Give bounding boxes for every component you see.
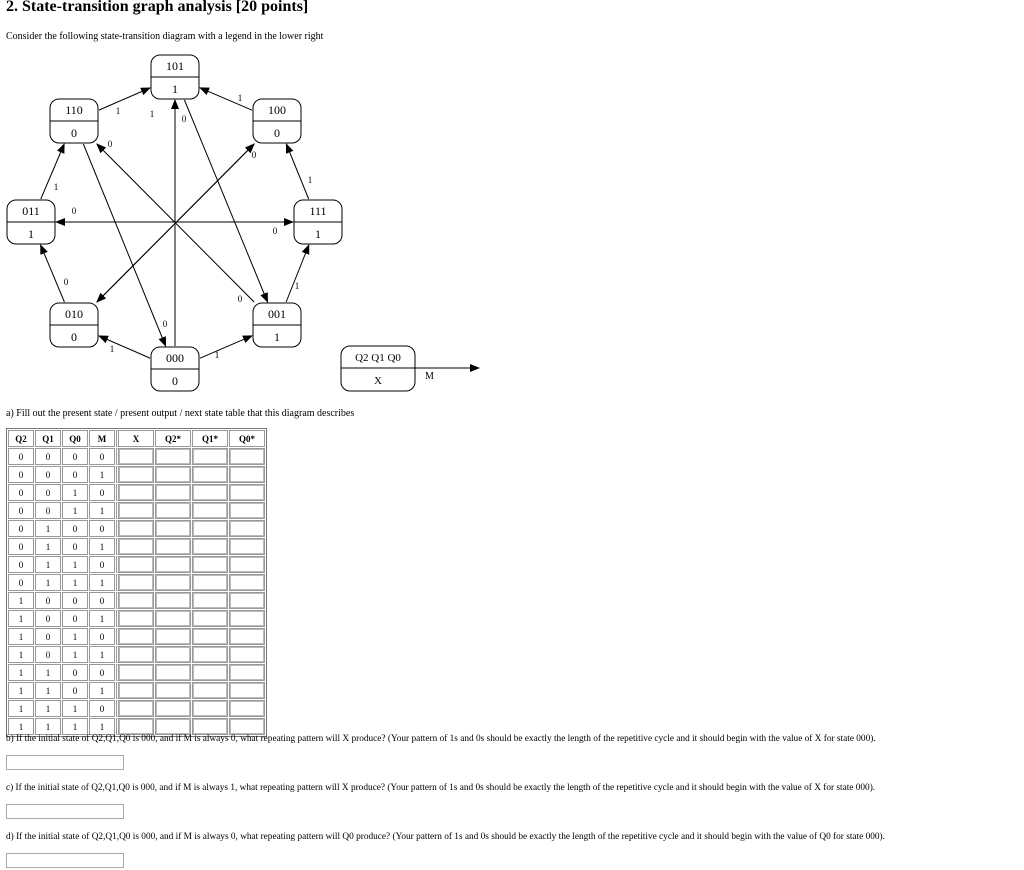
transition-label: 1 <box>237 93 243 103</box>
table-cell: 1 <box>35 556 61 573</box>
table-cell: 1 <box>89 574 115 591</box>
transition-label: 0 <box>71 206 77 216</box>
answer-cell-q2-next[interactable] <box>156 719 190 734</box>
transition-label: 0 <box>251 150 257 160</box>
table-cell: 0 <box>8 466 34 483</box>
answer-cell-q2-next[interactable] <box>156 593 190 608</box>
table-cell: 1 <box>89 610 115 627</box>
table-cell: 0 <box>62 592 88 609</box>
state-output: 1 <box>28 227 34 241</box>
transition-label: 0 <box>63 277 69 287</box>
answer-cell-q0-next[interactable] <box>230 593 264 608</box>
table-cell: 1 <box>8 700 34 717</box>
transition-label: 0 <box>107 139 113 149</box>
table-cell: 0 <box>8 448 34 465</box>
transition-label: 1 <box>214 350 220 360</box>
table-row <box>8 700 265 717</box>
answer-cell-q2-next[interactable] <box>156 539 190 554</box>
answer-cell-q2-next[interactable] <box>156 701 190 716</box>
legend-output-label: X <box>374 375 382 387</box>
transition-edge-001-to-111 <box>286 245 309 302</box>
table-cell: 0 <box>8 520 34 537</box>
table-row <box>8 664 265 681</box>
table-row <box>8 718 265 735</box>
transition-label: 0 <box>272 226 278 236</box>
answer-cell-q0-next[interactable] <box>230 611 264 626</box>
answer-cell-q2-next[interactable] <box>156 467 190 482</box>
state-node-111 <box>294 200 342 244</box>
table-cell: 0 <box>62 682 88 699</box>
table-row <box>8 646 265 663</box>
state-node-010 <box>50 303 98 347</box>
table-row <box>8 556 265 573</box>
transition-edge-010-to-011 <box>41 245 65 302</box>
answer-cell-q1-next[interactable] <box>193 467 227 482</box>
state-name: 001 <box>268 307 286 321</box>
state-name: 011 <box>22 204 40 218</box>
table-cell: 1 <box>8 610 34 627</box>
state-node-101 <box>151 55 199 99</box>
transition-label: 1 <box>294 281 300 291</box>
answer-cell-q1-next[interactable] <box>193 611 227 626</box>
table-cell: 0 <box>35 592 61 609</box>
answer-cell-q0-next[interactable] <box>230 521 264 536</box>
table-cell: 1 <box>89 466 115 483</box>
table-row <box>8 466 265 483</box>
state-node-011 <box>7 200 55 244</box>
state-output: 0 <box>172 374 178 388</box>
table-row <box>8 592 265 609</box>
state-transition-diagram <box>0 50 500 395</box>
question-d: d) If the initial state of Q2,Q1,Q0 is 000, and if M is always 0, what repeating pattern will Q0 produce? (Your pattern of 1s and 0s should be exactly the length of the repetitive cycle and it should begin with the value of Q0 for state 000). <box>6 832 885 842</box>
transition-edge-110-to-101 <box>99 88 150 110</box>
table-cell: 0 <box>89 556 115 573</box>
column-header-m: M <box>89 430 115 447</box>
table-cell: 1 <box>8 664 34 681</box>
table-cell: 0 <box>8 556 34 573</box>
answer-cell-q0-next[interactable] <box>230 467 264 482</box>
state-table-header <box>8 430 265 447</box>
table-cell: 0 <box>35 502 61 519</box>
state-name: 111 <box>309 204 327 218</box>
answer-cell-x[interactable] <box>119 539 153 554</box>
column-header-q2-next: Q2* <box>155 430 191 447</box>
table-row <box>8 610 265 627</box>
table-cell: 1 <box>35 664 61 681</box>
question-b: b) If the initial state of Q2,Q1,Q0 is 000, and if M is always 0, what repeating pattern will X produce? (Your pattern of 1s and 0s should be exactly the length of the repetitive cycle and it should begin with the value of X for state 000). <box>6 734 876 744</box>
answer-cell-q2-next[interactable] <box>156 575 190 590</box>
table-cell: 0 <box>35 448 61 465</box>
table-cell: 0 <box>35 610 61 627</box>
answer-cell-q0-next[interactable] <box>230 557 264 572</box>
legend-input-label: M <box>425 371 434 382</box>
table-cell: 0 <box>62 610 88 627</box>
table-cell: 1 <box>35 574 61 591</box>
answer-b-input[interactable] <box>6 755 124 770</box>
answer-cell-q0-next[interactable] <box>230 503 264 518</box>
answer-cell-q0-next[interactable] <box>230 719 264 734</box>
answer-cell-q0-next[interactable] <box>230 629 264 644</box>
table-cell: 1 <box>62 502 88 519</box>
table-cell: 1 <box>8 718 34 735</box>
table-row <box>8 574 265 591</box>
table-cell: 0 <box>89 520 115 537</box>
answer-cell-q2-next[interactable] <box>156 503 190 518</box>
table-cell: 1 <box>89 718 115 735</box>
answer-cell-q2-next[interactable] <box>156 557 190 572</box>
diagram-legend <box>341 346 479 391</box>
legend-state-label: Q2 Q1 Q0 <box>355 352 401 364</box>
transition-label: 1 <box>109 344 115 354</box>
answer-cell-x[interactable] <box>119 575 153 590</box>
part-a-prompt: a) Fill out the present state / present output / next state table that this diagram describes <box>6 408 355 419</box>
state-table <box>6 428 267 737</box>
transition-label: 1 <box>115 106 121 116</box>
answer-cell-q0-next[interactable] <box>230 701 264 716</box>
state-output: 0 <box>71 126 77 140</box>
transition-label: 1 <box>53 182 59 192</box>
answer-cell-q1-next[interactable] <box>193 593 227 608</box>
answer-cell-q1-next[interactable] <box>193 665 227 680</box>
state-output: 1 <box>274 330 280 344</box>
table-cell: 0 <box>89 700 115 717</box>
state-output: 0 <box>274 126 280 140</box>
answer-cell-q0-next[interactable] <box>230 647 264 662</box>
question-c: c) If the initial state of Q2,Q1,Q0 is 000, and if M is always 1, what repeating pattern will X produce? (Your pattern of 1s and 0s should be exactly the length of the repetitive cycle and it should begin with the value of X for state 000). <box>6 783 876 793</box>
answer-cell-q1-next[interactable] <box>193 521 227 536</box>
transition-label: 1 <box>307 175 313 185</box>
answer-cell-x[interactable] <box>119 503 153 518</box>
answer-cell-q1-next[interactable] <box>193 449 227 464</box>
table-cell: 1 <box>62 646 88 663</box>
answer-cell-x[interactable] <box>119 629 153 644</box>
table-cell: 0 <box>62 466 88 483</box>
table-cell: 1 <box>8 592 34 609</box>
column-header-q0-next: Q0* <box>229 430 265 447</box>
state-node-000 <box>151 347 199 391</box>
table-cell: 1 <box>8 628 34 645</box>
transition-edge-100-to-101 <box>200 88 252 110</box>
state-name: 100 <box>268 103 286 117</box>
table-cell: 0 <box>8 502 34 519</box>
table-cell: 0 <box>35 466 61 483</box>
table-cell: 0 <box>62 538 88 555</box>
table-cell: 1 <box>8 646 34 663</box>
table-cell: 1 <box>35 700 61 717</box>
answer-cell-q0-next[interactable] <box>230 665 264 680</box>
answer-cell-q0-next[interactable] <box>230 683 264 698</box>
state-name: 110 <box>65 103 83 117</box>
answer-cell-q1-next[interactable] <box>193 539 227 554</box>
transition-edge-011-to-110 <box>41 144 64 199</box>
answer-cell-q1-next[interactable] <box>193 485 227 500</box>
answer-cell-q0-next[interactable] <box>230 449 264 464</box>
state-name: 010 <box>65 307 83 321</box>
state-node-110 <box>50 99 98 143</box>
table-row <box>8 520 265 537</box>
answer-cell-q2-next[interactable] <box>156 629 190 644</box>
answer-cell-q1-next[interactable] <box>193 683 227 698</box>
answer-cell-q2-next[interactable] <box>156 449 190 464</box>
state-node-100 <box>253 99 301 143</box>
state-output: 0 <box>71 330 77 344</box>
table-cell: 1 <box>35 520 61 537</box>
table-cell: 0 <box>89 628 115 645</box>
table-cell: 0 <box>8 574 34 591</box>
state-name: 000 <box>166 351 184 365</box>
answer-cell-x[interactable] <box>119 719 153 734</box>
answer-cell-q1-next[interactable] <box>193 719 227 734</box>
table-cell: 1 <box>35 682 61 699</box>
table-row <box>8 628 265 645</box>
state-output: 1 <box>315 227 321 241</box>
answer-cell-q2-next[interactable] <box>156 521 190 536</box>
answer-cell-x[interactable] <box>119 593 153 608</box>
table-row <box>8 538 265 555</box>
table-cell: 0 <box>89 484 115 501</box>
page-title: 2. State-transition graph analysis [20 points] <box>6 0 309 15</box>
transition-edge-000-to-010 <box>99 336 150 358</box>
table-cell: 1 <box>89 502 115 519</box>
table-cell: 1 <box>62 718 88 735</box>
answer-cell-x[interactable] <box>119 683 153 698</box>
answer-cell-x[interactable] <box>119 485 153 500</box>
transition-label: 1 <box>149 109 155 119</box>
table-cell: 0 <box>89 664 115 681</box>
column-header-q1: Q1 <box>35 430 61 447</box>
table-row <box>8 448 265 465</box>
answer-cell-q1-next[interactable] <box>193 647 227 662</box>
answer-cell-x[interactable] <box>119 467 153 482</box>
answer-cell-q2-next[interactable] <box>156 485 190 500</box>
state-node-001 <box>253 303 301 347</box>
table-cell: 1 <box>35 538 61 555</box>
answer-cell-x[interactable] <box>119 449 153 464</box>
answer-cell-q2-next[interactable] <box>156 665 190 680</box>
transition-label: 0 <box>162 319 168 329</box>
state-output: 1 <box>172 82 178 96</box>
table-cell: 0 <box>62 448 88 465</box>
column-header-q2: Q2 <box>8 430 34 447</box>
table-cell: 0 <box>62 520 88 537</box>
state-name: 101 <box>166 59 184 73</box>
table-cell: 0 <box>89 448 115 465</box>
column-header-x: X <box>116 430 154 447</box>
table-cell: 1 <box>35 718 61 735</box>
answer-cell-q2-next[interactable] <box>156 647 190 662</box>
table-cell: 0 <box>62 664 88 681</box>
table-cell: 0 <box>35 484 61 501</box>
table-cell: 0 <box>35 628 61 645</box>
answer-cell-q0-next[interactable] <box>230 485 264 500</box>
answer-cell-q2-next[interactable] <box>156 611 190 626</box>
answer-cell-q1-next[interactable] <box>193 701 227 716</box>
transition-label: 0 <box>181 114 187 124</box>
table-cell: 1 <box>89 682 115 699</box>
answer-cell-q2-next[interactable] <box>156 683 190 698</box>
answer-d-input[interactable] <box>6 853 124 868</box>
table-cell: 1 <box>62 484 88 501</box>
answer-cell-q0-next[interactable] <box>230 575 264 590</box>
table-cell: 1 <box>62 574 88 591</box>
transition-edge-111-to-100 <box>286 144 308 199</box>
transition-edge-000-to-001 <box>200 336 252 358</box>
table-row <box>8 682 265 699</box>
table-row <box>8 502 265 519</box>
table-cell: 0 <box>8 538 34 555</box>
table-cell: 1 <box>62 556 88 573</box>
table-cell: 1 <box>62 700 88 717</box>
intro-text: Consider the following state-transition diagram with a legend in the lower right <box>6 31 324 42</box>
table-row <box>8 484 265 501</box>
answer-c-input[interactable] <box>6 804 124 819</box>
answer-cell-x[interactable] <box>119 611 153 626</box>
answer-cell-x[interactable] <box>119 665 153 680</box>
transition-label: 0 <box>237 294 243 304</box>
answer-cell-q1-next[interactable] <box>193 557 227 572</box>
table-cell: 1 <box>89 646 115 663</box>
table-cell: 1 <box>62 628 88 645</box>
column-header-q0: Q0 <box>62 430 88 447</box>
answer-cell-x[interactable] <box>119 557 153 572</box>
answer-cell-x[interactable] <box>119 647 153 662</box>
column-header-q1-next: Q1* <box>192 430 228 447</box>
answer-cell-q1-next[interactable] <box>193 503 227 518</box>
answer-cell-q0-next[interactable] <box>230 539 264 554</box>
table-cell: 1 <box>89 538 115 555</box>
table-cell: 0 <box>8 484 34 501</box>
answer-cell-x[interactable] <box>119 521 153 536</box>
answer-cell-q1-next[interactable] <box>193 629 227 644</box>
table-cell: 0 <box>35 646 61 663</box>
table-cell: 0 <box>89 592 115 609</box>
table-cell: 1 <box>8 682 34 699</box>
answer-cell-x[interactable] <box>119 701 153 716</box>
answer-cell-q1-next[interactable] <box>193 575 227 590</box>
